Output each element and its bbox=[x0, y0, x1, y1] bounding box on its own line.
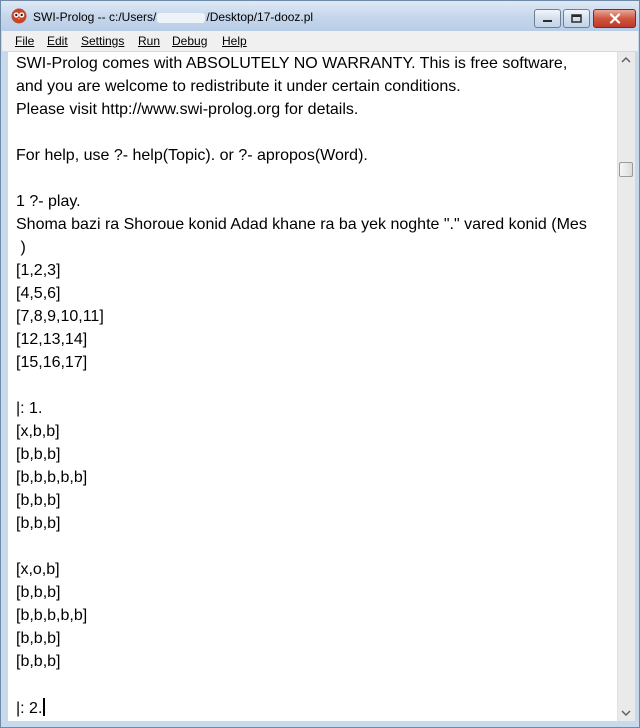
console-line: [b,b,b] bbox=[16, 630, 61, 647]
swi-prolog-owl-icon bbox=[11, 8, 27, 24]
console-line: Shoma bazi ra Shoroue konid Adad khane ra ba yek noghte "." vared konid (Mes bbox=[16, 216, 587, 233]
window-title-suffix: /Desktop/17-dooz.pl bbox=[206, 10, 314, 24]
maximize-icon bbox=[571, 14, 582, 23]
console-line: [x,b,b] bbox=[16, 423, 60, 440]
console-line: Please visit http://www.swi-prolog.org for details. bbox=[16, 101, 359, 118]
console-line: [15,16,17] bbox=[16, 354, 88, 371]
minimize-icon bbox=[542, 14, 553, 23]
menu-run-label: Run bbox=[138, 34, 161, 48]
menu-edit-label: Edit bbox=[47, 34, 68, 48]
close-button[interactable] bbox=[593, 9, 636, 28]
console-line: [1,2,3] bbox=[16, 262, 61, 279]
console-line: and you are welcome to redistribute it under certain conditions. bbox=[16, 78, 461, 95]
chevron-up-icon[interactable] bbox=[619, 52, 633, 68]
console-line: [b,b,b] bbox=[16, 584, 61, 601]
menu-debug[interactable] bbox=[172, 34, 207, 48]
console-line: [b,b,b,b,b] bbox=[16, 607, 88, 624]
menu-file[interactable] bbox=[15, 34, 34, 48]
scrollbar-thumb[interactable] bbox=[619, 162, 633, 177]
console-line: For help, use ?- help(Topic). or ?- apropos(Word). bbox=[16, 147, 368, 164]
title-bar[interactable] bbox=[1, 1, 639, 31]
menu-debug-label: Debug bbox=[172, 34, 208, 48]
menu-run[interactable] bbox=[138, 34, 160, 48]
console-line: 1 ?- play. bbox=[16, 193, 81, 210]
vertical-scrollbar[interactable] bbox=[617, 52, 635, 721]
redacted-username bbox=[157, 13, 205, 23]
console-line: [4,5,6] bbox=[16, 285, 61, 302]
window-title bbox=[33, 9, 313, 25]
console-prompt-line[interactable] bbox=[16, 698, 45, 719]
menu-file-label: File bbox=[15, 34, 35, 48]
close-icon bbox=[609, 13, 621, 24]
console-line: [b,b,b] bbox=[16, 446, 61, 463]
console-line: [b,b,b] bbox=[16, 653, 61, 670]
menu-help[interactable] bbox=[222, 34, 247, 48]
console-line: [b,b,b] bbox=[16, 515, 61, 532]
console-line: [12,13,14] bbox=[16, 331, 88, 348]
menu-help-label: Help bbox=[222, 34, 247, 48]
console-line: SWI-Prolog comes with ABSOLUTELY NO WARRANTY. This is free software, bbox=[16, 55, 568, 72]
minimize-button[interactable] bbox=[534, 9, 561, 28]
console-line: [b,b,b,b,b] bbox=[16, 469, 88, 486]
console-output[interactable] bbox=[8, 52, 617, 721]
window-bottom-frame bbox=[2, 721, 638, 727]
menu-settings-label: Settings bbox=[81, 34, 125, 48]
console-prompt-text: |: 2. bbox=[16, 700, 43, 717]
text-cursor bbox=[43, 698, 45, 716]
console-line: ) bbox=[16, 239, 26, 256]
console-line: |: 1. bbox=[16, 400, 43, 417]
chevron-down-icon[interactable] bbox=[619, 705, 633, 721]
console-line: [b,b,b] bbox=[16, 492, 61, 509]
maximize-button[interactable] bbox=[563, 9, 590, 28]
menu-edit[interactable] bbox=[47, 34, 68, 48]
menu-settings[interactable] bbox=[81, 34, 124, 48]
console-line: [7,8,9,10,11] bbox=[16, 308, 104, 325]
console-line: [x,o,b] bbox=[16, 561, 60, 578]
window-title-prefix: SWI-Prolog -- c:/Users/ bbox=[33, 10, 157, 24]
menu-bar bbox=[2, 31, 638, 52]
